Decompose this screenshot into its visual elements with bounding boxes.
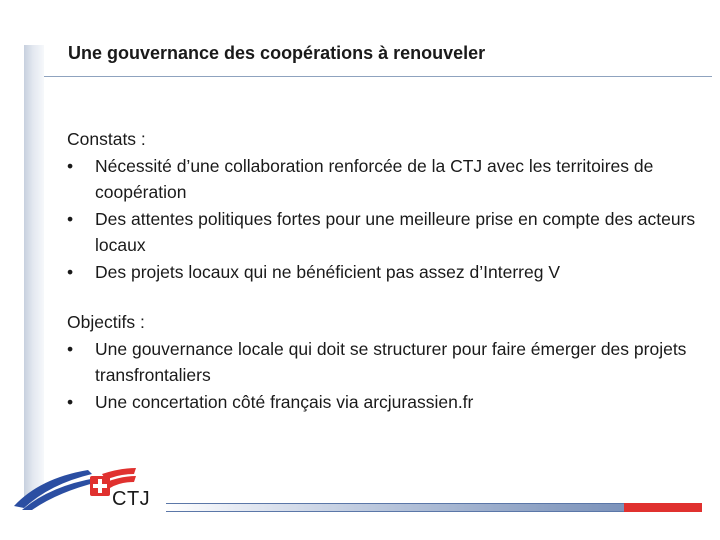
bullet-icon: • [67, 261, 74, 282]
list-item-text: Des projets locaux qui ne bénéficient pas assez d’Interreg V [95, 261, 560, 282]
list-item [67, 389, 697, 416]
list-item [67, 153, 697, 206]
slide-title: Une gouvernance des coopérations à renouveler [68, 43, 486, 63]
footer-bar [166, 503, 702, 512]
bullet-icon: • [67, 208, 74, 229]
list-item-text: Une gouvernance locale qui doit se structurer pour faire émerger des projets transfrontaliers [95, 338, 687, 385]
list-item-text: Une concertation côté français via arcjurassien.fr [95, 391, 474, 412]
bullet-icon: • [67, 338, 74, 359]
list-item [67, 259, 697, 286]
slide-body [67, 126, 697, 415]
list-item [67, 206, 697, 259]
objectifs-heading: Objectifs : [67, 312, 145, 332]
left-frame-bar [24, 45, 44, 503]
list-item-text: Nécessité d’une collaboration renforcée de la CTJ avec les territoires de coopération [95, 155, 654, 202]
constats-heading: Constats : [67, 129, 146, 149]
list-item [67, 336, 697, 389]
constats-list [67, 153, 697, 286]
footer-red-accent [624, 503, 702, 512]
list-item-text: Des attentes politiques fortes pour une meilleure prise en compte des acteurs locaux [95, 208, 696, 255]
logo-text: CTJ [112, 488, 151, 510]
logo-blue-swoosh [14, 470, 92, 508]
title-divider [44, 76, 712, 77]
bullet-icon: • [67, 391, 74, 412]
bullet-icon: • [67, 155, 74, 176]
objectifs-list [67, 336, 697, 416]
